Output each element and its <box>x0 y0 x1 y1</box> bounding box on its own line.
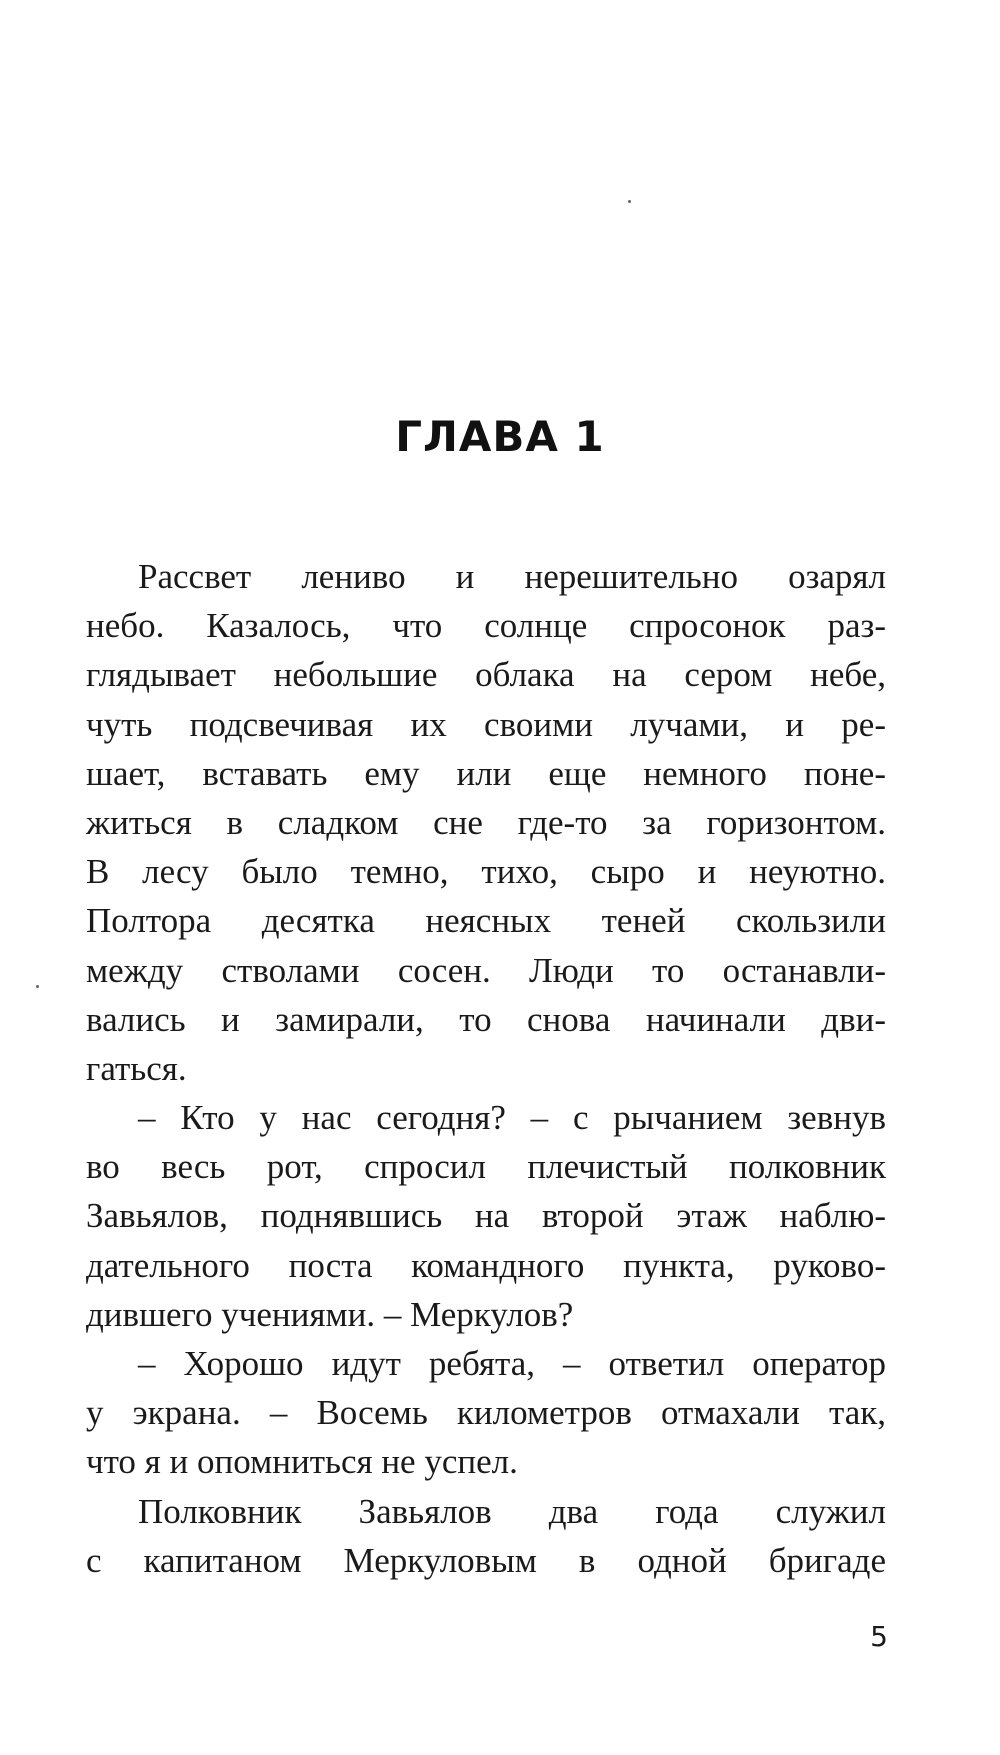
text-line: между стволами сосен. Люди то останавли- <box>86 950 886 990</box>
chapter-body <box>86 552 886 1585</box>
text-line: – Хорошо идут ребята, – ответил оператор <box>138 1344 886 1383</box>
text-line: Завьялов, поднявшись на второй этаж наблю- <box>86 1196 886 1236</box>
text-line: вались и замирали, то снова начинали дви- <box>86 999 886 1039</box>
text-line: Рассвет лениво и нерешительно озарял <box>138 557 886 596</box>
text-line: чуть подсвечивая их своими лучами, и ре- <box>86 704 886 744</box>
text-line: В лесу было темно, тихо, сыро и неуютно. <box>86 852 886 892</box>
text-line: дательного поста командного пункта, руково- <box>86 1245 886 1285</box>
text-line: у экрана. – Восемь километров отмахали так, <box>86 1393 886 1433</box>
text-line: Полтора десятка неясных теней скользили <box>86 901 886 941</box>
text-line: шает, вставать ему или еще немного поне- <box>86 753 886 793</box>
text-line: во весь рот, спросил плечистый полковник <box>86 1147 886 1187</box>
text-line: небо. Казалось, что солнце спросонок раз- <box>86 606 886 646</box>
print-speck <box>36 985 39 988</box>
text-line: Полковник Завьялов два года служил <box>138 1491 886 1531</box>
text-line: – Кто у нас сегодня? – с рычанием зевнув <box>138 1098 886 1138</box>
text-line: с капитаном Меркуловым в одной бригаде <box>86 1540 886 1580</box>
text-line: что я и опомниться не успел. <box>86 1442 518 1482</box>
text-line: дившего учениями. – Меркулов? <box>86 1294 574 1334</box>
text-line: житься в сладком сне где-то за горизонтом. <box>86 802 886 842</box>
page-number: 5 <box>870 1620 888 1653</box>
chapter-title: ГЛАВА 1 <box>395 412 605 461</box>
text-line: глядывает небольшие облака на сером небе, <box>86 655 886 695</box>
print-speck <box>628 200 631 203</box>
text-line: гаться. <box>86 1048 187 1088</box>
